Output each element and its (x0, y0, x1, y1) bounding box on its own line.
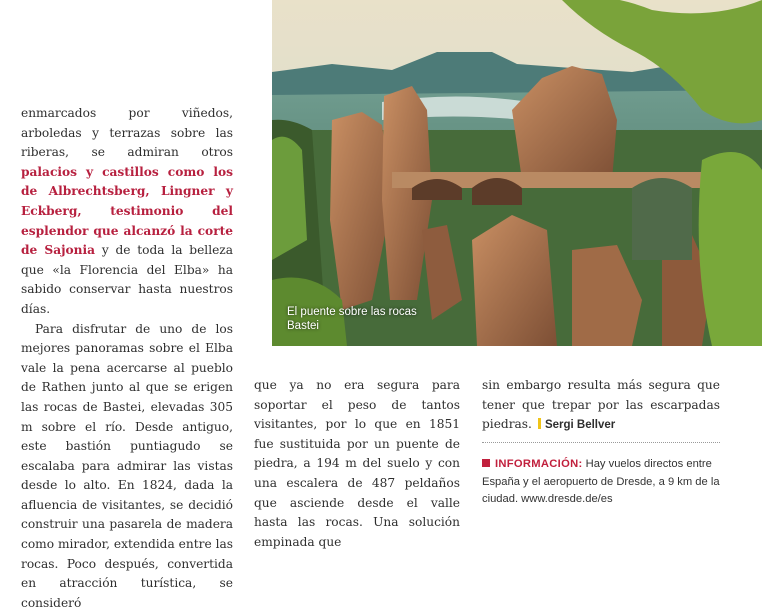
bastei-bridge-photo (272, 0, 762, 346)
info-box (482, 456, 720, 509)
info-title: INFORMACIÓN: (495, 458, 583, 470)
paragraph-2: Para disfrutar de uno de los mejores panoramas sobre el Elba vale la pena acercarse al pueblo de Rathen junto al que se erigen las rocas de Bastei, elevadas 305 m sobre el río. Desde antiguo, este bastión puntiagudo se escalaba para admirar las vistas desde lo alto. En 1824, dada la afluencia de visitantes, se decidió construir una pasarela de madera como mirador, extendida entre las rocas. Poco después, convertida en atracción turística, se consideró (21, 321, 233, 610)
article-column-2 (254, 376, 460, 552)
column-3-text (482, 376, 720, 436)
column-2-text: que ya no era segura para soportar el peso de tantos visitantes, por lo que en 1851 fue sustituida por un puente de piedra, a 194 m del suelo y con una escalera de 487 peldaños que asciende desde el valle hasta las rocas. Una solución empinada que (254, 378, 460, 549)
article-column-3 (482, 376, 720, 436)
info-square-icon (482, 459, 490, 467)
paragraph-1 (21, 104, 233, 320)
closing-text: sin embargo resulta más segura que tener que trepar por las escarpadas piedras. (482, 378, 720, 432)
photo-caption: El puente sobre las rocas Bastei (287, 306, 417, 332)
paragraph-1-text-a: enmarcados por viñedos, arboledas y terrazas sobre las riberas, se admiran otros (21, 106, 233, 160)
signature-marker (538, 418, 541, 429)
author-signature: Sergi Bellver (544, 419, 616, 432)
paragraph-1-text-b: y de toda la belleza que «la Florencia del Elba» ha sabido conservar hasta nuestros días. (21, 243, 233, 316)
highlighted-text: palacios y castillos como los de Albrechtsberg, Lingner y Eckberg, testimonio del esplendor que alcanzó la corte de Sajonia (21, 164, 233, 258)
article-column-1 (21, 104, 233, 613)
info-divider (482, 442, 720, 443)
info-body: Hay vuelos directos entre España y el aeropuerto de Dresde, a 9 km de la ciudad. www.dresde.de/es (482, 458, 720, 506)
